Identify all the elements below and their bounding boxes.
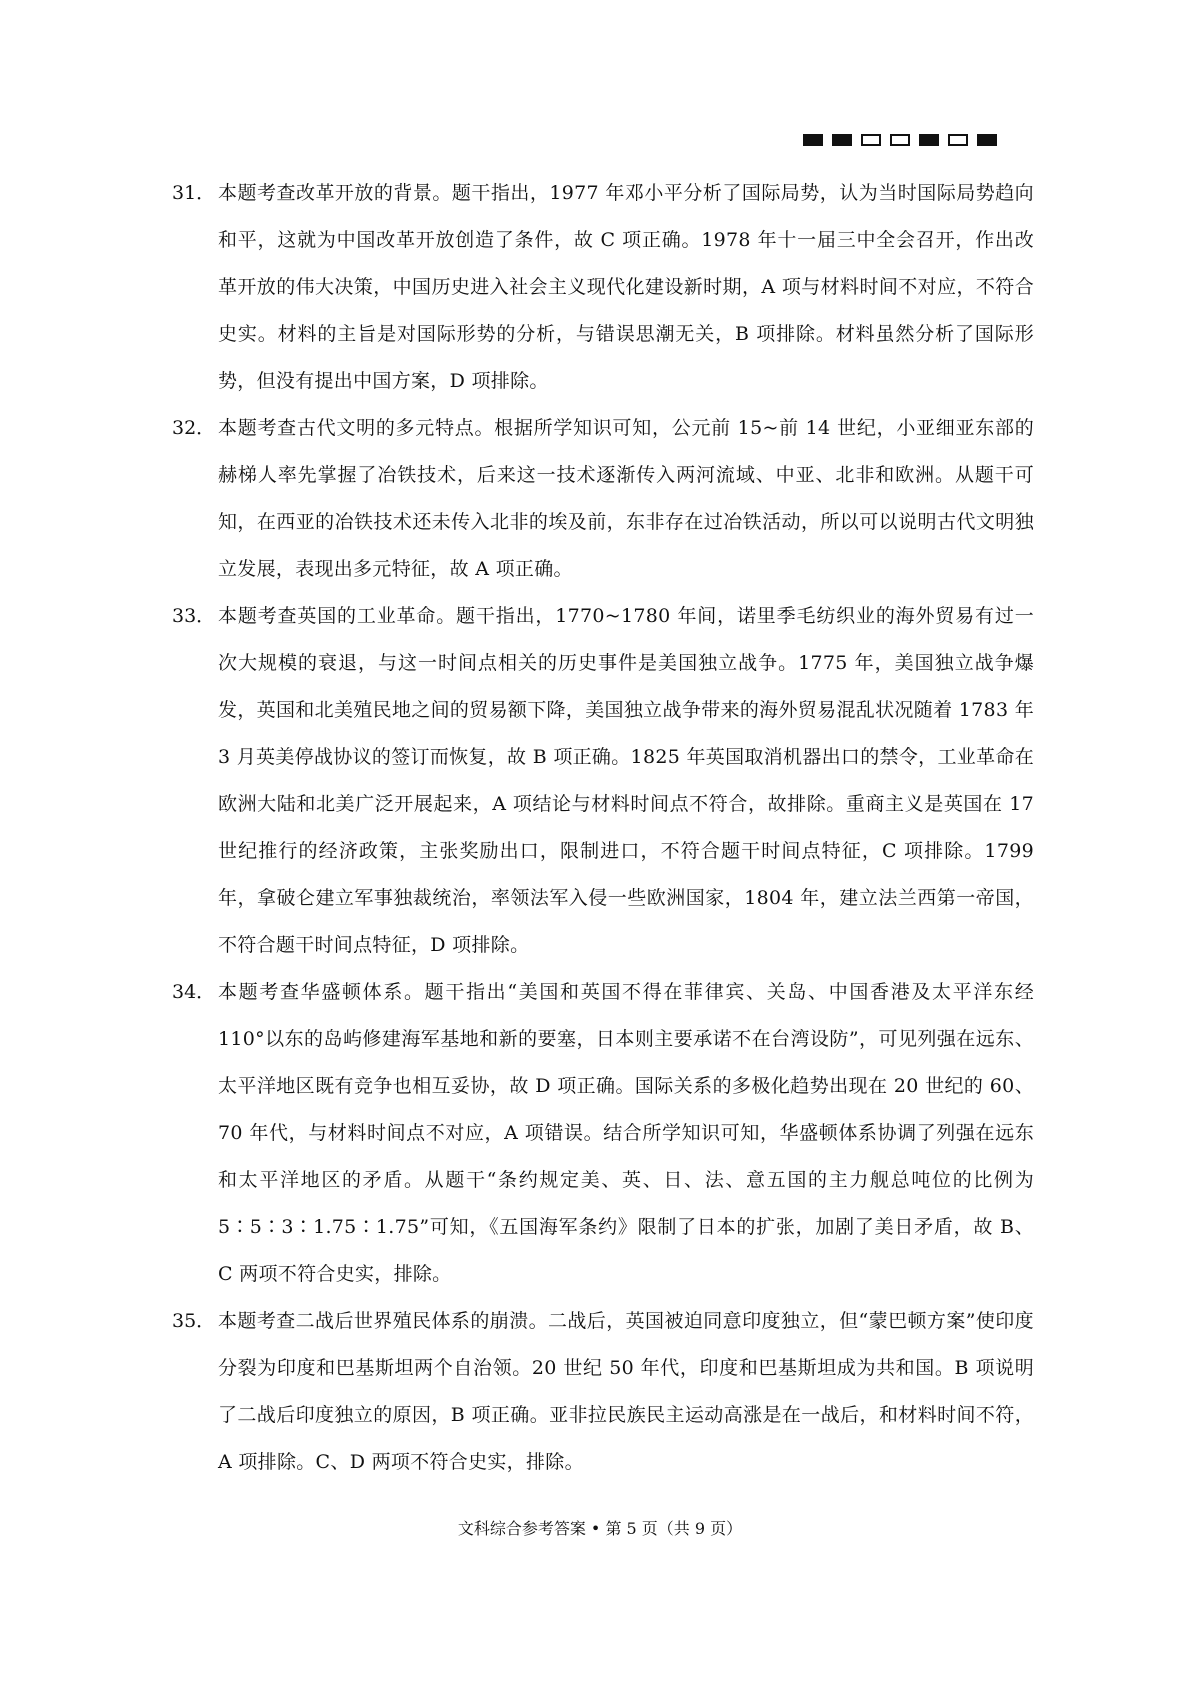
answer-explanation: 本题考查改革开放的背景。题干指出，1977 年邓小平分析了国际局势，认为当时国际局势趋向和平，这就为中国改革开放创造了条件，故 C 项正确。1978 年十一届三中全会召开，作出改革开放的伟大决策，中国历史进入社会主义现代化建设新时期，A 项与材料时间不对应，不符合史实。材料的主旨是对国际形势的分析，与错误思潮无关，B 项排除。材料虽然分析了国际形势，但没有提出中国方案，D 项排除。 [218,182,1034,392]
answer-item-32 [172,405,1034,593]
answer-item-33 [172,593,1034,969]
page-marker-3 [861,134,881,146]
page-marker-1 [803,134,823,146]
page-marker-6 [948,134,968,146]
answer-explanation: 本题考查华盛顿体系。题干指出“美国和英国不得在菲律宾、关岛、中国香港及太平洋东经 110°以东的岛屿修建海军基地和新的要塞，日本则主要承诺不在台湾设防”，可见列强在远东、太平洋地区既有竞争也相互妥协，故 D 项正确。国际关系的多极化趋势出现在 20 世纪的 60、70 年代，与材料时间点不对应，A 项错误。结合所学知识可知，华盛顿体系协调了列强在远东和太平洋地区的矛盾。从题干“条约规定美、英、日、法、意五国的主力舰总吨位的比例为 5∶5∶3∶1.75∶1.75”可知，《五国海军条约》限制了日本的扩张，加剧了美日矛盾，故 B、C 两项不符合史实，排除。 [218,981,1034,1285]
answer-explanation: 本题考查古代文明的多元特点。根据所学知识可知，公元前 15~前 14 世纪，小亚细亚东部的赫梯人率先掌握了冶铁技术，后来这一技术逐渐传入两河流域、中亚、北非和欧洲。从题干可知，在西亚的冶铁技术还未传入北非的埃及前，东非存在过冶铁活动，所以可以说明古代文明独立发展，表现出多元特征，故 A 项正确。 [218,417,1034,580]
answer-explanation: 本题考查英国的工业革命。题干指出，1770~1780 年间，诺里季毛纺织业的海外贸易有过一次大规模的衰退，与这一时间点相关的历史事件是美国独立战争。1775 年，美国独立战争爆发，英国和北美殖民地之间的贸易额下降，美国独立战争带来的海外贸易混乱状况随着 1783 年 3 月英美停战协议的签订而恢复，故 B 项正确。1825 年英国取消机器出口的禁令，工业革命在欧洲大陆和北美广泛开展起来，A 项结论与材料时间点不符合，故排除。重商主义是英国在 17 世纪推行的经济政策，主张奖励出口，限制进口，不符合题干时间点特征，C 项排除。1799 年，拿破仑建立军事独裁统治，率领法军入侵一些欧洲国家，1804 年，建立法兰西第一帝国，不符合题干时间点特征，D 项排除。 [218,605,1034,956]
answer-number: 32． [172,417,216,439]
answer-number: 34． [172,981,216,1003]
page-marker-strip [803,134,997,146]
answer-number: 31． [172,182,216,204]
page-marker-5 [919,134,939,146]
answer-item-35 [172,1298,1034,1486]
answer-number: 33． [172,605,216,627]
answer-item-34 [172,969,1034,1298]
page-footer: 文科综合参考答案 • 第 5 页（共 9 页） [457,1519,743,1538]
page-marker-7 [977,134,997,146]
answer-list [172,170,1034,1486]
page-marker-4 [890,134,910,146]
page-marker-2 [832,134,852,146]
answer-number: 35． [172,1310,216,1332]
answer-explanation: 本题考查二战后世界殖民体系的崩溃。二战后，英国被迫同意印度独立，但“蒙巴顿方案”使印度分裂为印度和巴基斯坦两个自治领。20 世纪 50 年代，印度和巴基斯坦成为共和国。B 项说明了二战后印度独立的原因，B 项正确。亚非拉民族民主运动高涨是在一战后，和材料时间不符，A 项排除。C、D 两项不符合史实，排除。 [218,1310,1034,1473]
answer-item-31 [172,170,1034,405]
